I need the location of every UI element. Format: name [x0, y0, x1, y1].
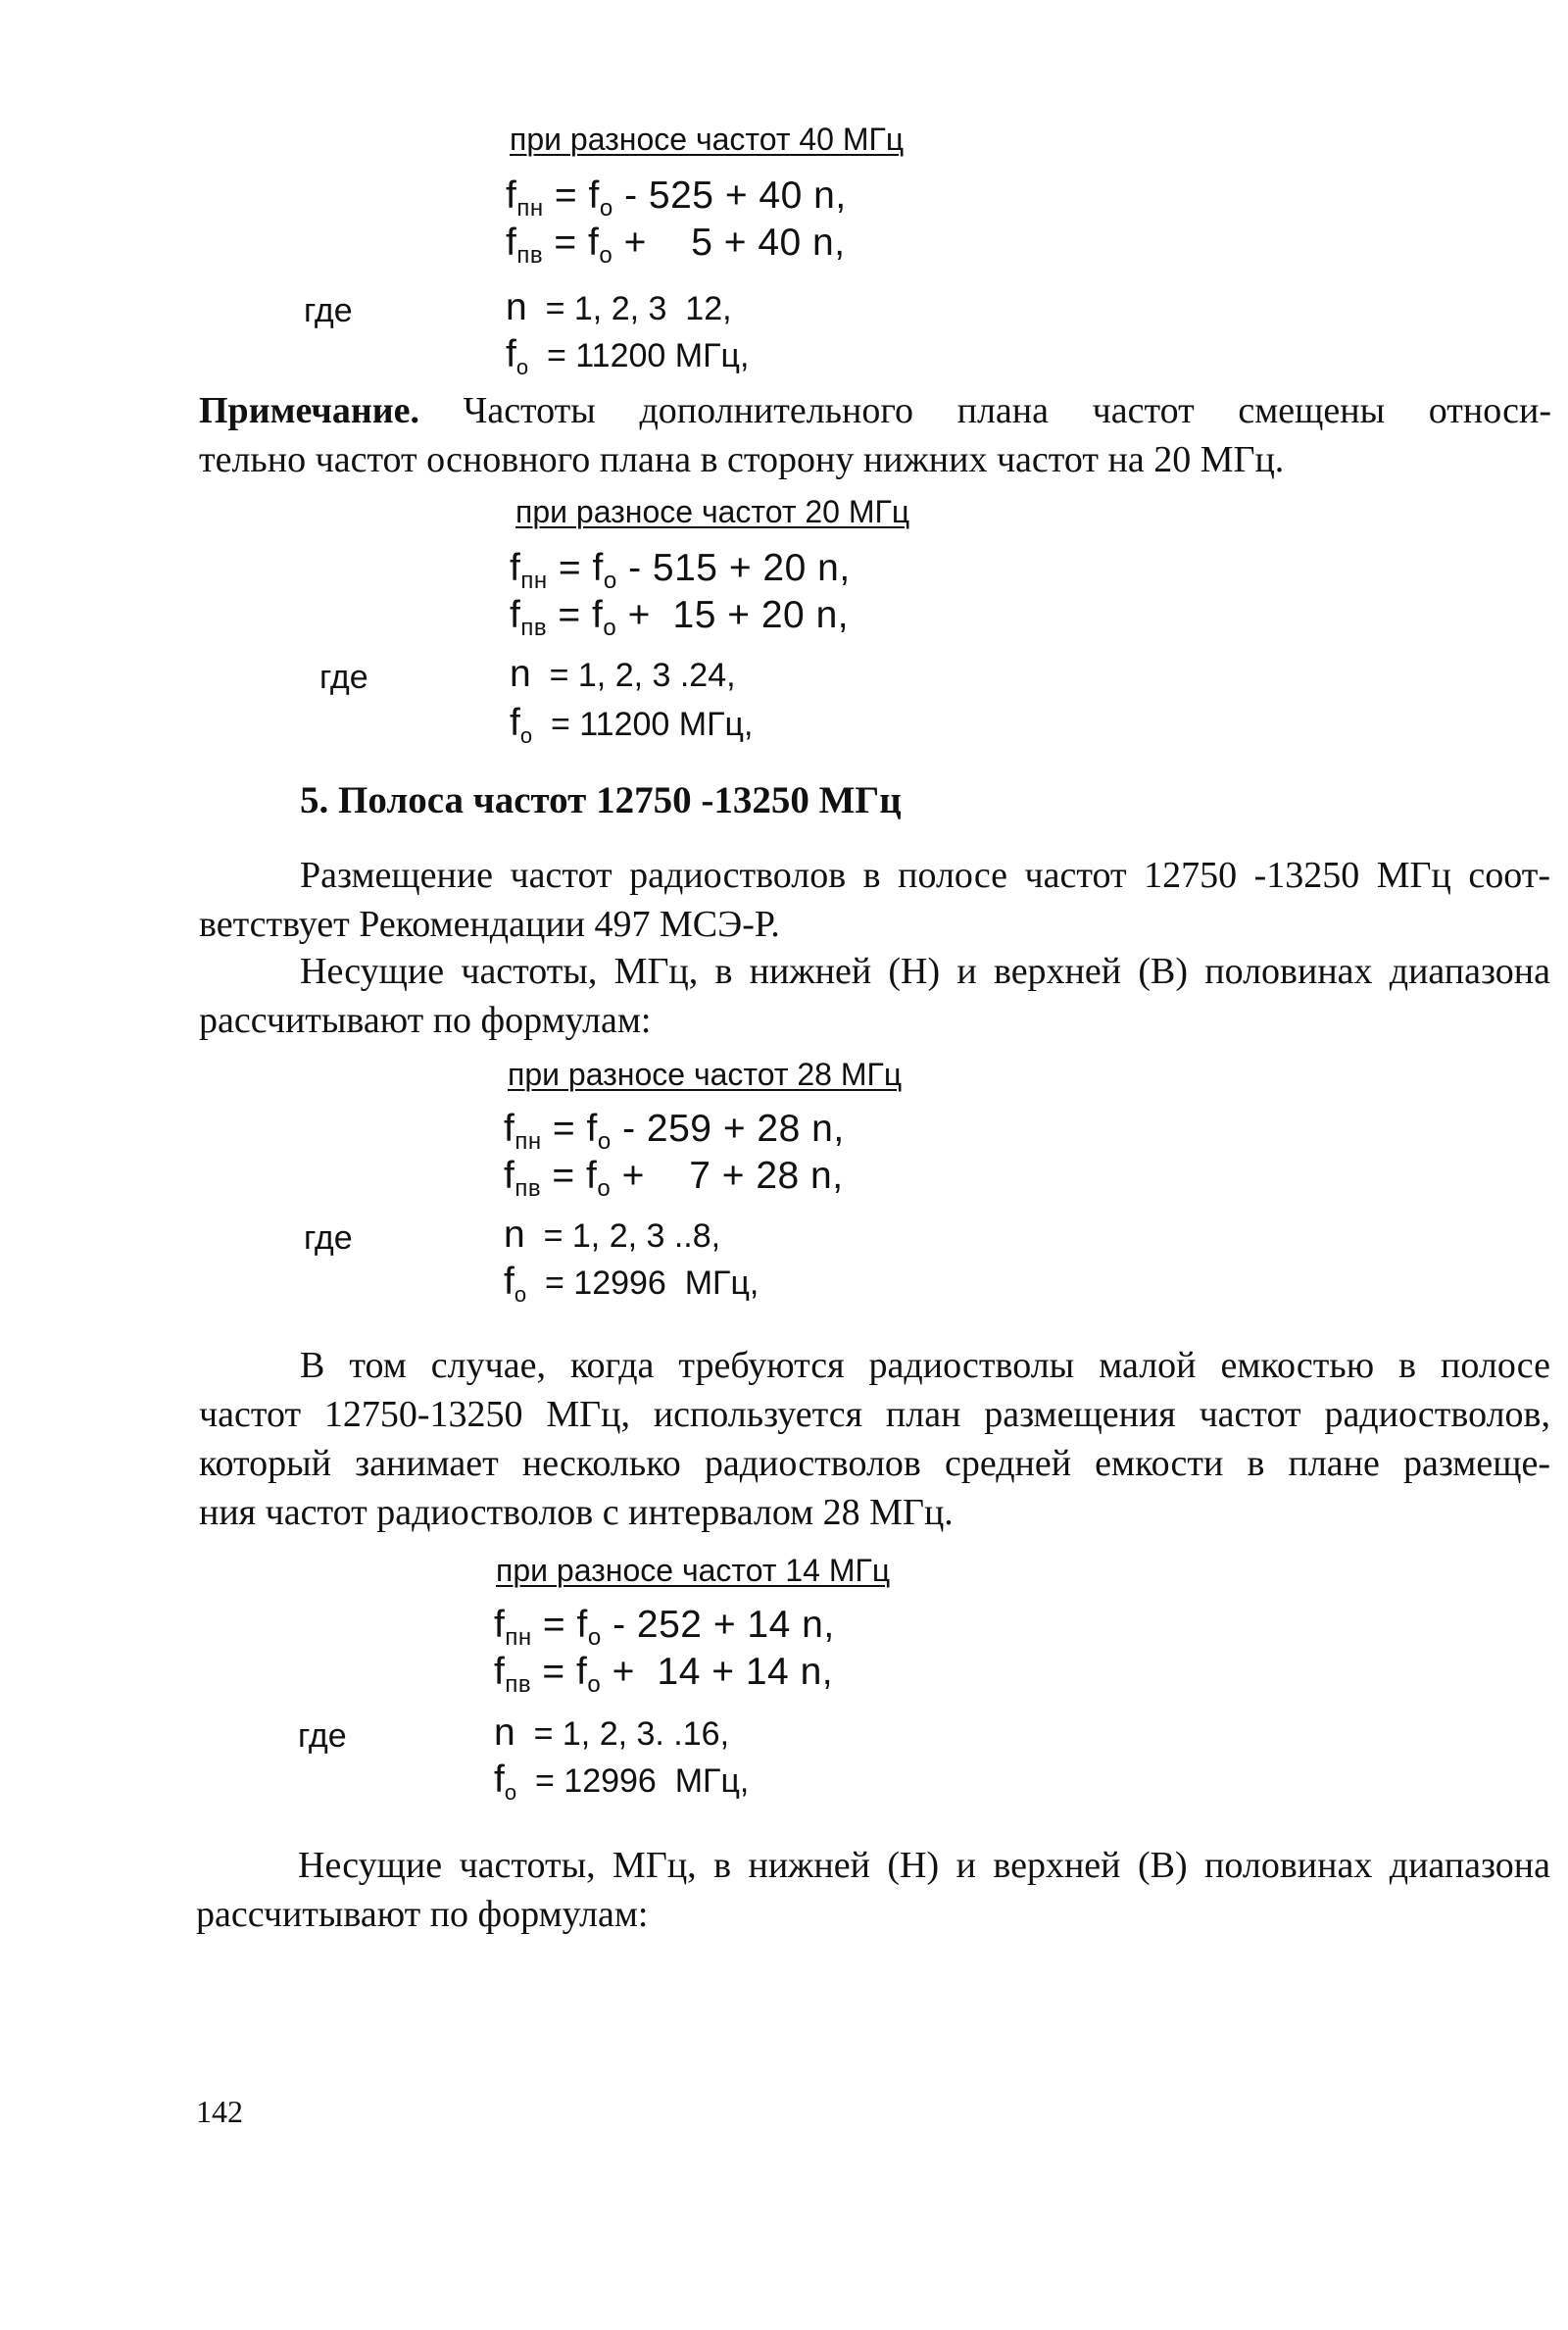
formula-lower-20	[510, 547, 851, 594]
para3-line-2: частот 12750-13250 МГц, используется план размещения частот радиостволов,	[199, 1394, 1550, 1435]
formula-subscript: пн	[505, 1624, 532, 1651]
formula-equals: = f	[541, 1155, 598, 1197]
fo-number: = 12996 МГц,	[526, 1264, 760, 1302]
formula-symbol: f	[506, 222, 517, 264]
para3-line-3: который занимает несколько радиостволов средней емкости в плане размеще-	[199, 1443, 1550, 1484]
formula-symbol: f	[506, 174, 517, 217]
fo-number: = 11200 МГц,	[532, 706, 754, 743]
formula-expression: - 259 + 28 n,	[611, 1108, 845, 1150]
formula-lower-14	[494, 1604, 835, 1651]
formula-subscript: о	[603, 568, 617, 594]
para4-line-2: рассчитывают по формулам:	[196, 1894, 649, 1935]
n-range-20	[510, 653, 736, 696]
formula-upper-14	[494, 1651, 834, 1698]
formula-expression: + 5 + 40 n,	[612, 222, 846, 264]
para3-line-1: В том случае, когда требуются радиостволы малой емкостью в полосе	[300, 1345, 1550, 1386]
n-symbol: n	[494, 1711, 515, 1754]
formula-expression: - 515 + 20 n,	[616, 547, 851, 589]
n-symbol: n	[504, 1214, 525, 1256]
fo-symbol: f	[510, 702, 520, 744]
formula-symbol: f	[494, 1604, 506, 1646]
fo-number: = 11200 МГц,	[528, 337, 750, 374]
formula-equals: = f	[531, 1604, 588, 1646]
formula-equals: = f	[541, 1108, 598, 1150]
fo-subscript: о	[515, 355, 529, 379]
fo-subscript: о	[504, 1780, 517, 1805]
formula-expression: - 252 + 14 n,	[601, 1604, 835, 1646]
para1-line-1: Размещение частот радиостволов в полосе частот 12750 -13250 МГц соот-	[300, 855, 1550, 896]
formula-subscript: пн	[520, 568, 548, 594]
formula-lower-28	[504, 1108, 845, 1155]
para3-line-4: ния частот радиостволов с интервалом 28 МГц.	[199, 1492, 954, 1533]
n-symbol: n	[506, 286, 527, 328]
formula-equals: = f	[531, 1651, 588, 1693]
where-label-14: где	[298, 1717, 347, 1755]
n-range-40	[506, 286, 732, 329]
formula-lower-40	[506, 174, 847, 222]
para2-line-1: Несущие частоты, МГц, в нижней (Н) и верхней (В) половинах диапазона	[300, 951, 1550, 992]
n-values: = 1, 2, 3 ..8,	[524, 1217, 721, 1255]
where-label-28: где	[304, 1219, 353, 1257]
page-number: 142	[196, 2094, 243, 2129]
note-line-2: тельно частот основного плана в сторону нижних частот на 20 МГц.	[199, 439, 1285, 480]
formula-subscript: пн	[514, 1128, 542, 1155]
section-title: 5. Полоса частот 12750 -13250 МГц	[300, 779, 902, 821]
formula-symbol: f	[510, 547, 521, 589]
fo-value-14	[494, 1759, 750, 1805]
formula-upper-40	[506, 222, 846, 269]
formula-equals: = f	[543, 222, 600, 264]
spacing-heading-14: при разносе частот 14 МГц	[496, 1553, 891, 1588]
formula-subscript: пв	[516, 242, 544, 269]
formula-subscript: пв	[514, 1175, 542, 1202]
fo-subscript: о	[519, 723, 533, 748]
note-line-1: Частоты дополнительного плана частот смещены относи-	[418, 390, 1551, 431]
formula-symbol: f	[504, 1108, 515, 1150]
fo-symbol: f	[506, 333, 516, 375]
spacing-heading-40: при разносе частот 40 МГц	[510, 122, 905, 157]
formula-subscript: о	[597, 1175, 612, 1202]
fo-number: = 12996 МГц,	[516, 1762, 750, 1800]
formula-subscript: о	[597, 1128, 612, 1155]
formula-subscript: о	[599, 242, 613, 269]
formula-expression: + 15 + 20 n,	[616, 594, 850, 636]
formula-subscript: о	[587, 1671, 602, 1698]
fo-value-28	[504, 1261, 760, 1307]
formula-expression: - 525 + 40 n,	[612, 174, 847, 217]
n-values: = 1, 2, 3 12,	[526, 290, 732, 327]
spacing-heading-28: при разносе частот 28 МГц	[508, 1057, 903, 1092]
n-values: = 1, 2, 3. .16,	[514, 1715, 730, 1753]
where-label-40: где	[304, 292, 353, 329]
formula-subscript: пн	[516, 195, 544, 222]
formula-symbol: f	[504, 1155, 515, 1197]
formula-expression: + 14 + 14 n,	[601, 1651, 834, 1693]
formula-equals: = f	[543, 174, 600, 217]
formula-upper-20	[510, 594, 850, 641]
n-symbol: n	[510, 653, 531, 695]
formula-equals: = f	[547, 547, 604, 589]
note-label: Примечание.	[199, 390, 419, 431]
fo-symbol: f	[494, 1759, 505, 1801]
formula-subscript: о	[587, 1624, 602, 1651]
fo-value-40	[506, 333, 750, 379]
n-range-28	[504, 1214, 720, 1257]
n-range-14	[494, 1711, 729, 1755]
para1-line-2: ветствует Рекомендации 497 МСЭ-Р.	[199, 904, 780, 945]
fo-value-20	[510, 702, 754, 748]
formula-upper-28	[504, 1155, 844, 1202]
formula-subscript: пв	[520, 615, 548, 641]
para4-line-1: Несущие частоты, МГц, в нижней (Н) и верхней (В) половинах диапазона	[298, 1845, 1550, 1886]
note-paragraph	[199, 386, 1551, 435]
formula-expression: + 7 + 28 n,	[611, 1155, 844, 1197]
spacing-heading-20: при разносе частот 20 МГц	[515, 494, 910, 529]
formula-subscript: о	[603, 615, 617, 641]
where-label-20: где	[319, 659, 368, 696]
fo-symbol: f	[504, 1261, 514, 1303]
formula-equals: = f	[547, 594, 604, 636]
para2-line-2: рассчитывают по формулам:	[199, 1000, 652, 1041]
formula-symbol: f	[494, 1651, 506, 1693]
n-values: = 1, 2, 3 .24,	[530, 657, 736, 694]
formula-symbol: f	[510, 594, 521, 636]
formula-subscript: о	[599, 195, 613, 222]
fo-subscript: о	[514, 1282, 527, 1307]
formula-subscript: пв	[505, 1671, 532, 1698]
